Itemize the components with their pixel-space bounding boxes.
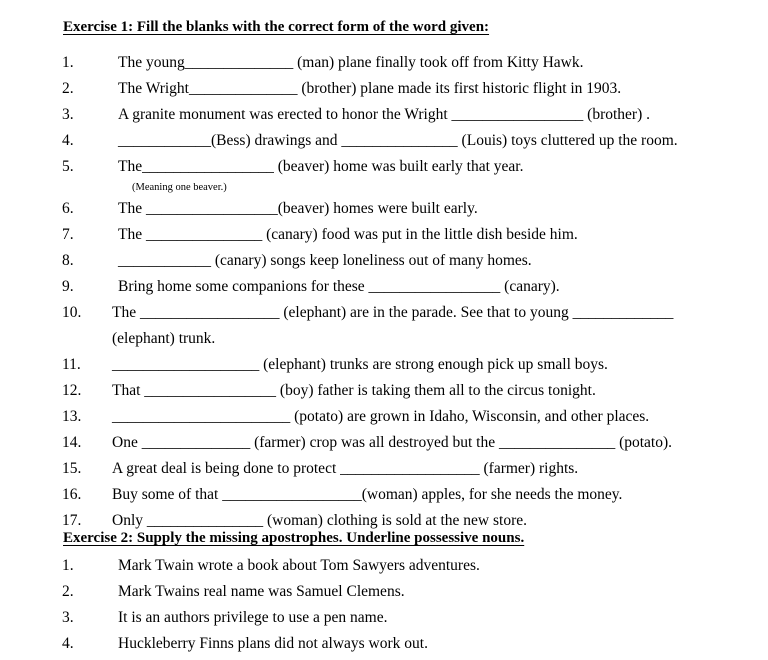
list-item <box>62 482 722 508</box>
list-item <box>62 76 722 102</box>
item-text: Huckleberry Finns plans did not always work out. <box>118 635 428 652</box>
item-number: 15. <box>62 459 82 477</box>
item-text: _______________________ (potato) are grown in Idaho, Wisconsin, and other places. <box>112 407 650 425</box>
list-item <box>62 128 722 154</box>
exercise-2-heading <box>63 529 524 547</box>
list-item <box>62 430 722 456</box>
list-item <box>62 102 722 128</box>
item-text: Bring home some companions for these _________________ (canary). <box>118 278 560 295</box>
item-number: 13. <box>62 407 82 425</box>
item-number: 14. <box>62 433 82 451</box>
item-text: Buy some of that __________________(woman) apples, for she needs the money. <box>112 485 623 503</box>
item-text: The young______________ (man) plane finally took off from Kitty Hawk. <box>118 54 584 71</box>
item-number: 3. <box>62 609 74 626</box>
list-item <box>62 154 722 196</box>
item-text: ___________________ (elephant) trunks are strong enough pick up small boys. <box>112 355 608 373</box>
exercise-1-question-list <box>62 50 722 534</box>
item-text: ____________(Bess) drawings and _______________ (Louis) toys cluttered up the room. <box>118 132 678 149</box>
list-item <box>62 248 722 274</box>
item-number: 6. <box>62 200 74 217</box>
list-item <box>62 50 722 76</box>
item-text: A great deal is being done to protect __________________ (farmer) rights. <box>112 459 579 477</box>
item-text: One ______________ (farmer) crop was all destroyed but the _______________ (potato). <box>112 433 673 451</box>
item-text: That _________________ (boy) father is taking them all to the circus tonight. <box>112 381 596 399</box>
item-text: Mark Twain wrote a book about Tom Sawyers adventures. <box>118 557 480 574</box>
list-item <box>62 222 722 248</box>
item-text: Mark Twains real name was Samuel Clemens. <box>118 583 405 600</box>
exercise-2-heading-text: Exercise 2: Supply the missing apostrophes. Underline possessive nouns. <box>63 530 525 546</box>
exercise-1-heading <box>63 18 489 36</box>
item-number: 17. <box>62 511 82 529</box>
list-item <box>62 300 722 351</box>
item-text: It is an authors privilege to use a pen name. <box>118 609 388 626</box>
item-number: 4. <box>62 635 74 652</box>
list-item <box>62 378 722 404</box>
item-text: The _________________(beaver) homes were built early. <box>118 200 478 217</box>
item-number: 16. <box>62 485 82 503</box>
list-item <box>62 456 722 482</box>
item-note: (Meaning one beaver.) <box>132 181 227 193</box>
item-number: 2. <box>62 80 74 97</box>
list-item <box>62 605 722 631</box>
item-number: 5. <box>62 158 74 175</box>
list-item <box>62 553 722 579</box>
item-text: The Wright______________ (brother) plane made its first historic flight in 1903. <box>118 80 622 97</box>
list-item <box>62 196 722 222</box>
exercise-1-heading-text: Exercise 1: Fill the blanks with the correct form of the word given: <box>63 19 490 35</box>
item-text: Only _______________ (woman) clothing is sold at the new store. <box>112 511 528 529</box>
item-text: A granite monument was erected to honor the Wright _________________ (brother) . <box>118 106 651 123</box>
list-item <box>62 579 722 605</box>
list-item <box>62 352 722 378</box>
item-number: 3. <box>62 106 74 123</box>
item-number: 11. <box>62 355 81 373</box>
list-item <box>62 404 722 430</box>
item-number: 12. <box>62 381 82 399</box>
item-text: The_________________ (beaver) home was built early that year. <box>118 158 524 175</box>
item-number: 9. <box>62 278 74 295</box>
item-number: 7. <box>62 226 74 243</box>
item-number: 4. <box>62 132 74 149</box>
list-item <box>62 274 722 300</box>
list-item <box>62 631 722 657</box>
item-text: The __________________ (elephant) are in the parade. See that to young _____________ <box>112 304 674 321</box>
item-text-continuation: (elephant) trunk. <box>112 329 216 347</box>
item-number: 8. <box>62 252 74 269</box>
item-number: 10. <box>62 304 82 321</box>
item-text: The _______________ (canary) food was put in the little dish beside him. <box>118 226 578 243</box>
item-number: 2. <box>62 583 74 600</box>
item-text: ____________ (canary) songs keep loneliness out of many homes. <box>118 252 532 269</box>
exercise-2-question-list <box>62 553 722 657</box>
item-number: 1. <box>62 54 74 71</box>
item-number: 1. <box>62 557 74 574</box>
